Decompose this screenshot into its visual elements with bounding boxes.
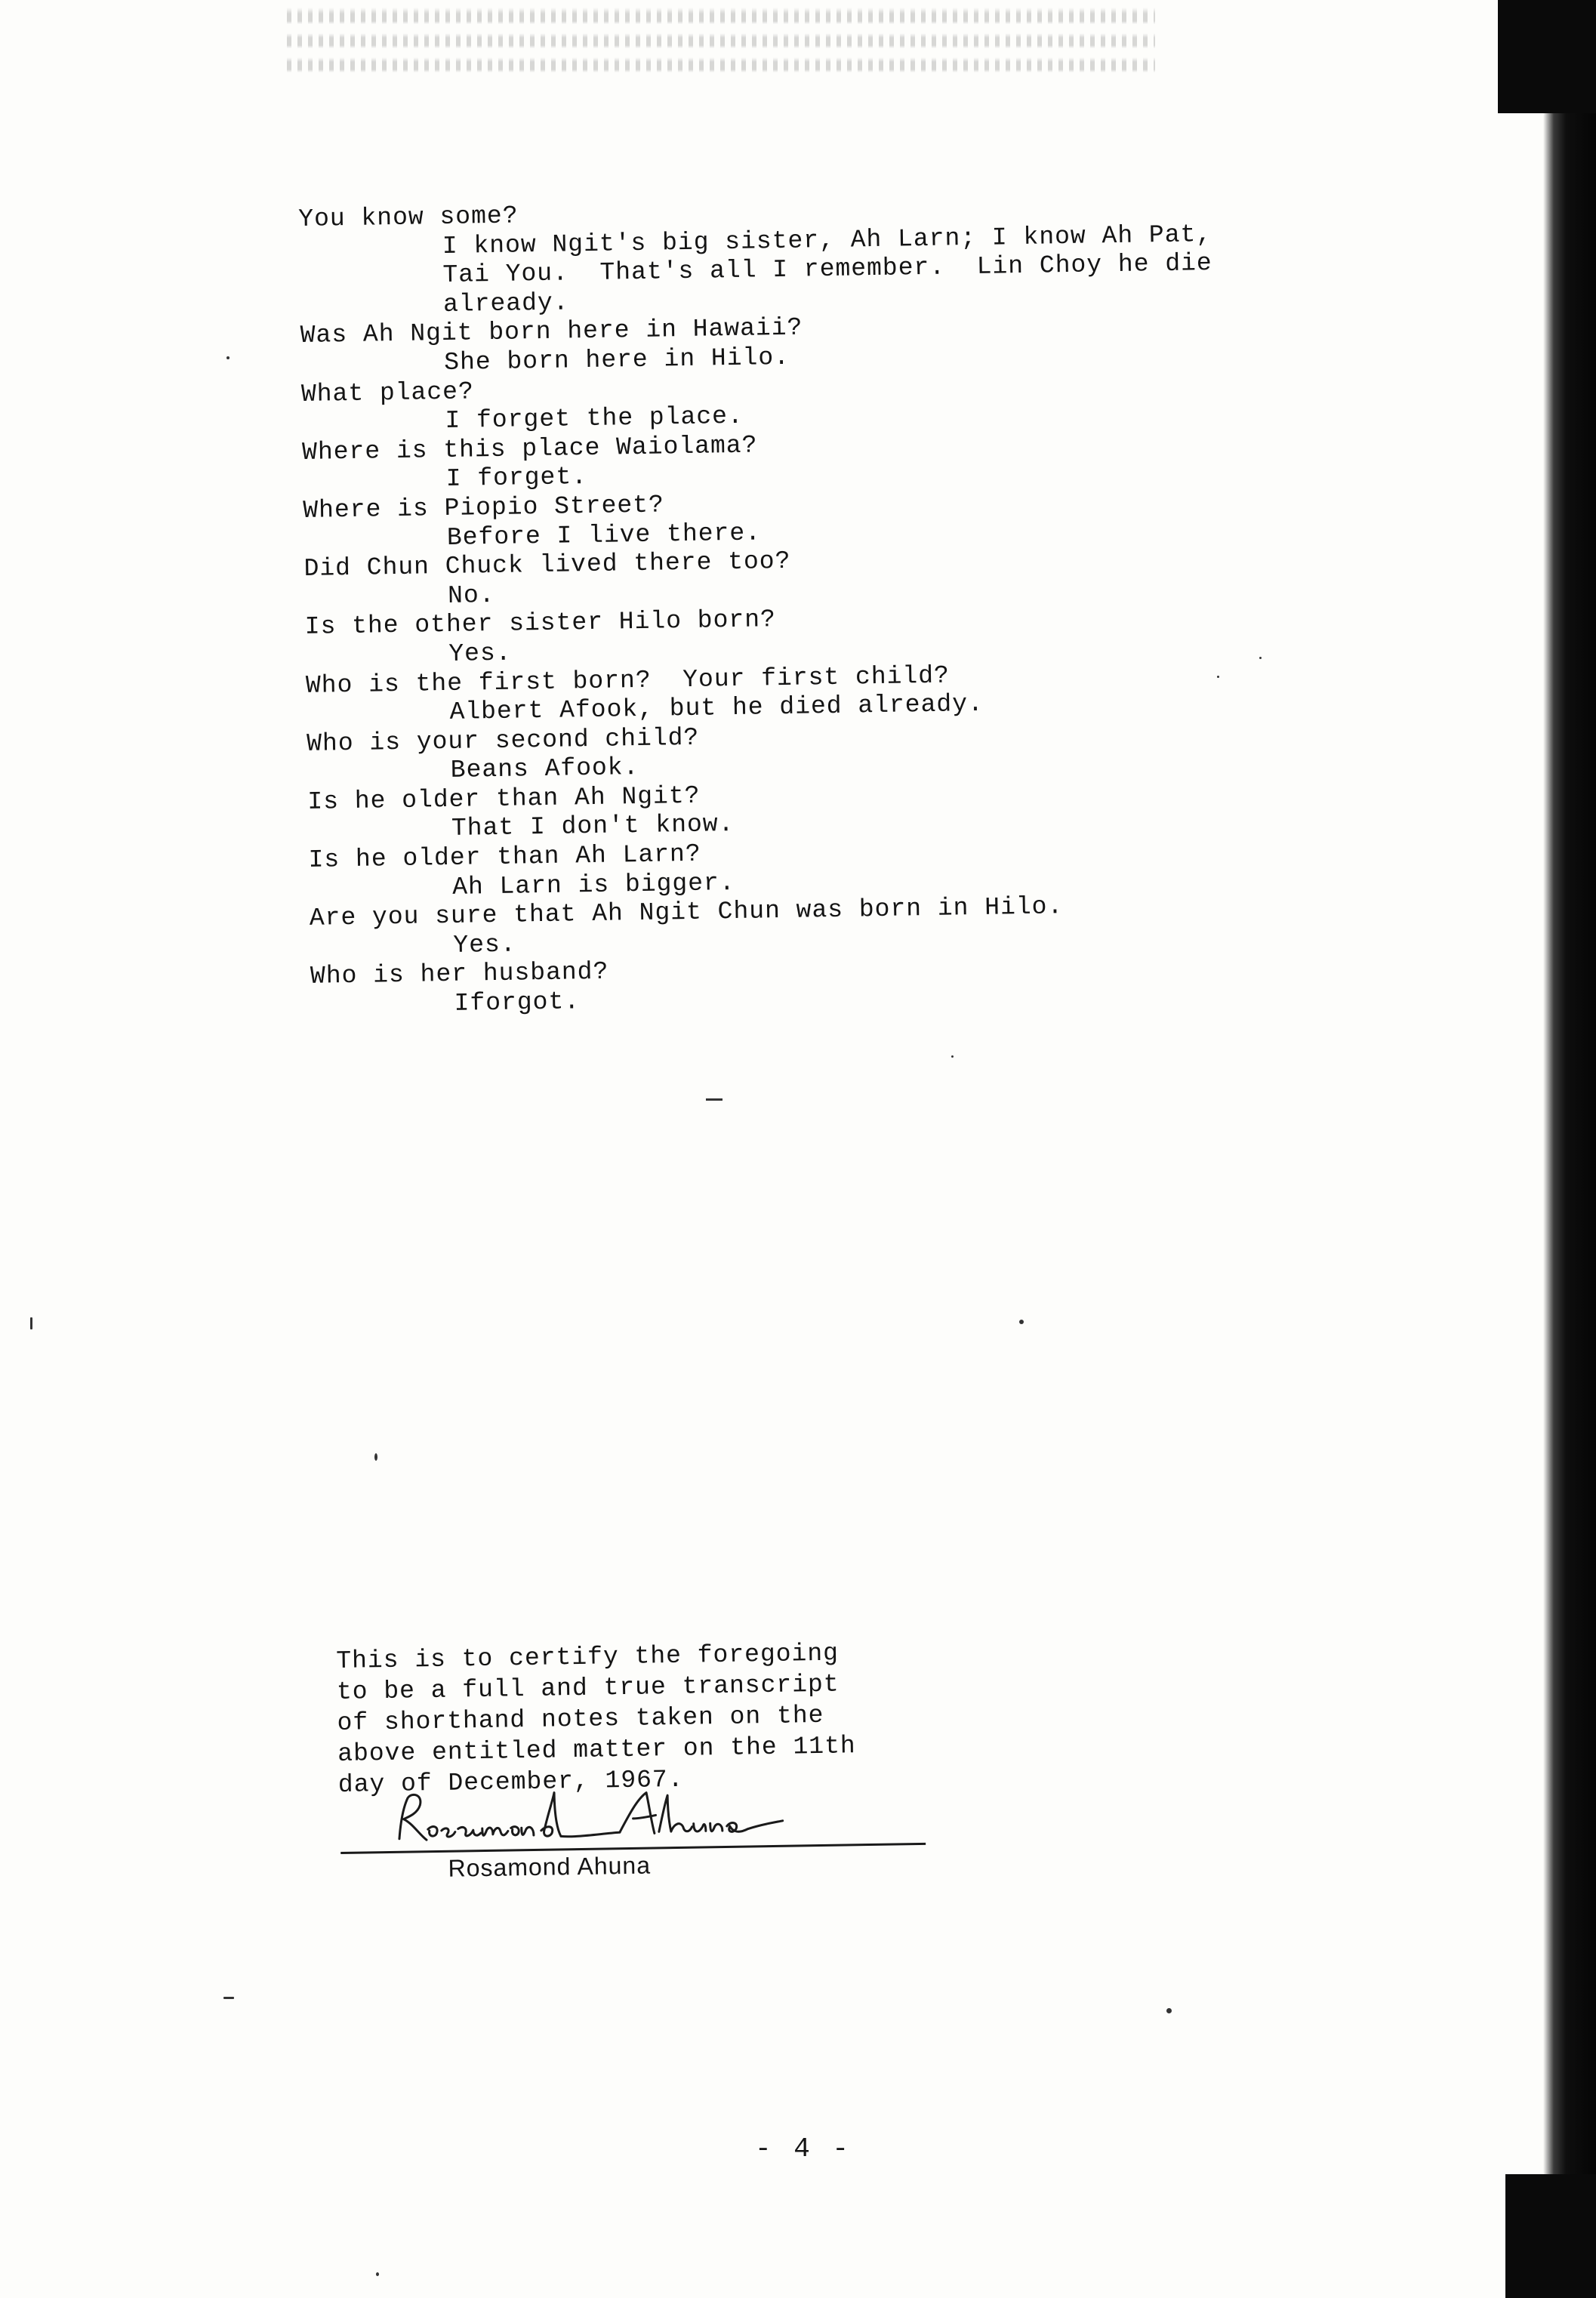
transcript-answer: Beans Afook. (450, 753, 639, 785)
transcript-question: You know some? (298, 202, 519, 233)
certification-line: to be a full and true transcript (336, 1670, 840, 1706)
handwritten-signature (393, 1786, 786, 1853)
transcript-answer: Tai You. That's all I remember. Lin Choy he die (442, 249, 1213, 290)
transcript-question: What place? (300, 377, 475, 408)
transcript-question: Who is your second child? (306, 723, 700, 758)
scan-speck (30, 1317, 32, 1329)
transcript-answer: I forget. (445, 463, 588, 494)
transcript-question: Where is this place Waiolama? (301, 431, 758, 467)
transcript-question: Who is the first born? Your first child? (305, 661, 951, 700)
certification-line: of shorthand notes taken on the (337, 1701, 824, 1737)
scanner-edge-bottom (1505, 2174, 1596, 2298)
transcript-question: Who is her husband? (310, 958, 609, 991)
certification-line: day of December, 1967. (337, 1765, 684, 1799)
transcript-answer: I know Ngit's big sister, Ah Larn; I know Ah Pat, (442, 220, 1212, 260)
transcript-answer: Yes. (448, 639, 512, 668)
scan-speck (226, 356, 230, 359)
transcript-question: Where is Piopio Street? (303, 491, 665, 525)
transcript-question: Did Chun Chuck lived there too? (303, 547, 791, 584)
transcript-answer: She born here in Hilo. (444, 343, 790, 377)
transcript-answer: Iforgot. (454, 987, 581, 1018)
scan-speck (1259, 657, 1262, 659)
transcript-question: Are you sure that Ah Ngit Chun was born in Hilo. (309, 892, 1064, 933)
transcript-question: Is he older than Ah Larn? (308, 839, 701, 874)
scan-speck (376, 2272, 379, 2276)
transcript-answer: Before I live there. (446, 518, 762, 552)
scan-speck (1019, 1320, 1024, 1324)
scan-speck (374, 1453, 377, 1461)
page-number: - 4 - (755, 2133, 852, 2164)
certification-block (336, 1635, 1018, 1801)
transcript-answer: Ah Larn is bigger. (451, 868, 735, 901)
bleed-through-text (287, 8, 1155, 79)
certification-line: above entitled matter on the 11th (337, 1732, 856, 1768)
transcript-answer: No. (447, 581, 495, 610)
transcript-question: Is the other sister Hilo born? (304, 605, 777, 642)
transcript-answer: already. (442, 288, 569, 319)
scan-speck (1217, 676, 1219, 678)
transcript-answer: I forget the place. (445, 402, 744, 436)
transcript-question: Was Ah Ngit born here in Hawaii? (300, 313, 803, 350)
signature-block (340, 1783, 945, 1884)
certification-line: This is to certify the foregoing (336, 1639, 840, 1675)
transcript-question: Is he older than Ah Ngit? (307, 781, 701, 816)
transcript-answer: Yes. (453, 930, 516, 960)
stray-mark (706, 1098, 723, 1101)
scan-speck (223, 1997, 234, 1999)
scan-speck (1166, 2008, 1172, 2013)
scan-speck (951, 1055, 954, 1058)
transcript-answer: Albert Afook, but he died already. (449, 689, 984, 727)
scanner-edge (1543, 0, 1596, 2298)
typed-signer-name: Rosamond Ahuna (448, 1851, 652, 1882)
transcript-body (298, 189, 1368, 1021)
scanner-edge-top (1498, 0, 1596, 113)
transcript-answer: That I don't know. (451, 810, 735, 843)
